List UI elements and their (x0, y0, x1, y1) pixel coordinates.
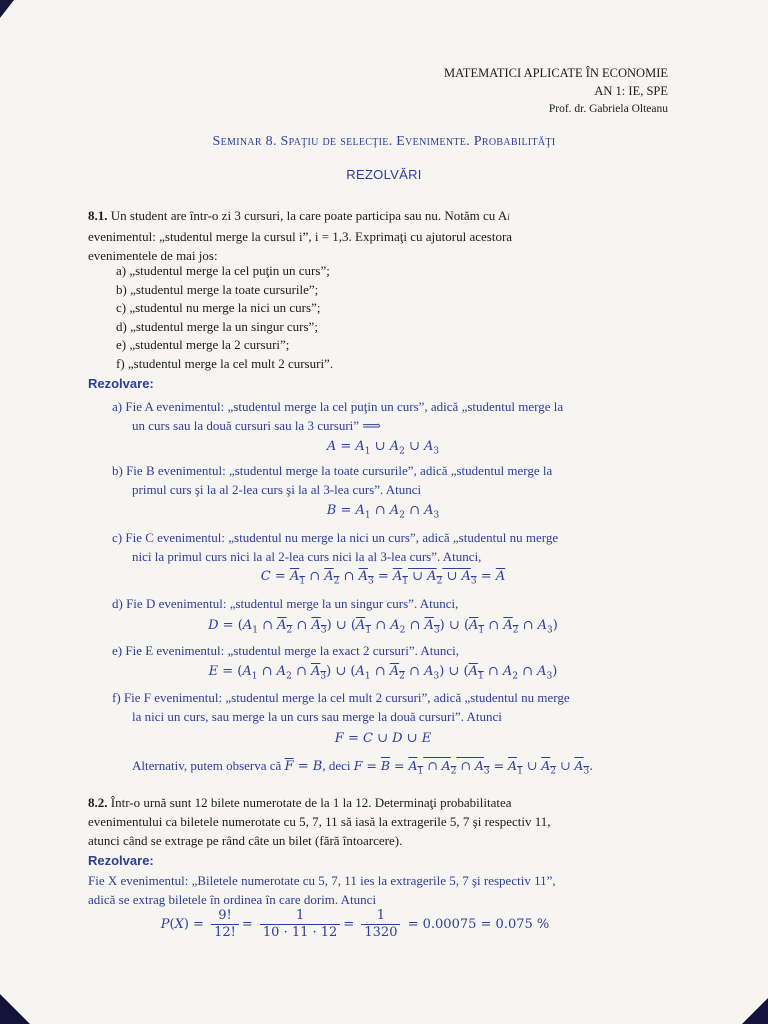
solution-line: un curs sau la două cursuri sau la 3 cursuri” ⟹ (132, 418, 381, 433)
solution-e (112, 641, 672, 660)
alternative-remark: Alternativ, putem observa că $\overline{F} = B$, deci $F = \overline{B} = A_1$ ∩ $A_2$ ∩ $A_3 = A_1$ ∪ $A_2$ ∪ $A_3$. (132, 758, 594, 777)
solution-c (112, 528, 672, 566)
solution-line: a) Fie A evenimentul: „studentul merge la cel puţin un curs”, adică „studentul merge la (112, 399, 564, 414)
solution-a (112, 397, 672, 435)
remark-text: Alternativ, putem observa că (132, 758, 282, 773)
statement-line: Într-o urnă sunt 12 bilete numerotate de la 1 la 12. Determinaţi probabilitatea (110, 795, 512, 810)
exercise-8-1-statement: 8.1. Un student are într-o zi 3 cursuri, la care poate participa sau nu. Notăm cu Ai evenimentul: „studentul merge la cursul i”, i = 1,3. Exprimaţi cu ajutorul acestora evenimentele de mai jos: (88, 206, 678, 265)
solution-8-2 (88, 871, 688, 909)
statement-line: evenimentului ca biletele numerotate cu 5, 7, 11 să iasă la extragerile 5, 7 şi respectiv 11, (88, 814, 551, 829)
equation-a: $A = A_1$ ∪ $A_2$ ∪ $A_3$ (326, 439, 440, 457)
probability-result: = 0.00075 = 0.075 % (407, 917, 550, 932)
list-item: b) „studentul merge la toate cursurile”; (116, 281, 319, 297)
equation-f: F = C ∪ D ∪ E (334, 731, 432, 746)
solution-line: Fie X evenimentul: „Biletele numerotate cu 5, 7, 11 ies la extragerile 5, 7 şi respectiv 11”, (88, 873, 556, 888)
solution-label: Rezolvare: (88, 853, 154, 868)
equation-probability: P(X) = $\frac{9!}{12!}$ = $\frac{1}{10 \cdot 11 \cdot 12}$ = $\frac{1}{1320}$ = 0.00075 = 0.075 % (160, 908, 550, 940)
study-year: AN 1: IE, SPE (594, 84, 668, 98)
equation-e: $E = (A_1$ ∩ $A_2$ ∩ $A_3$) ∪ ($A_1$ ∩ $A_2$ ∩ $A_3$) ∪ ($A_1$ ∩ $A_2$ ∩ $A_3$) (208, 664, 558, 682)
list-item: a) „studentul merge la cel puţin un curs”; (116, 263, 330, 278)
statement-line: evenimentul: „studentul merge la cursul i”, i = 1,3. Exprimaţi cu ajutorul acestora (88, 229, 513, 244)
solution-line: b) Fie B evenimentul: „studentul merge la toate cursurile”, adică „studentul merge la (112, 463, 553, 478)
equation-c: $C = A_1$ ∩ $A_2$ ∩ $A_3 = A_1$ ∪ $A_2$ ∪ $A_3 = \overline{A}$ (260, 569, 506, 587)
solution-line: la nici un curs, sau merge la un curs sau merge la două cursuri”. Atunci (132, 709, 502, 724)
solution-line: d) Fie D evenimentul: „studentul merge la un singur curs”. Atunci, (112, 596, 459, 611)
solution-f (112, 688, 672, 726)
remark-text: , deci (322, 758, 351, 773)
scan-corner-top-left (0, 0, 14, 18)
scan-corner-bottom-right (742, 998, 768, 1024)
list-item: f) „studentul merge la cel mult 2 cursuri”. (116, 355, 334, 371)
professor-name: Prof. dr. Gabriela Olteanu (548, 103, 668, 115)
statement-line: Un student are într-o zi 3 cursuri, la care poate participa sau nu. Notăm cu A (110, 208, 508, 223)
solution-line: adică se extrag biletele în ordinea în care dorim. Atunci (88, 892, 377, 907)
solution-line: f) Fie F evenimentul: „studentul merge la cel mult 2 cursuri”, adică „studentul nu merge (112, 690, 570, 705)
list-item: d) „studentul merge la un singur curs”; (116, 318, 318, 334)
solution-label: Rezolvare: (88, 376, 154, 391)
list-item: e) „studentul merge la 2 cursuri”; (116, 337, 290, 352)
equation-b: $B = A_1$ ∩ $A_2$ ∩ $A_3$ (326, 503, 440, 521)
exercise-8-2-statement (88, 793, 678, 850)
exercise-number: 8.2. (88, 795, 108, 810)
solution-b (112, 461, 672, 499)
statement-line: evenimentele de mai jos: (88, 248, 218, 263)
seminar-title: Seminar 8. Spaţiu de selecţie. Evenimente. Probabilităţi (212, 134, 556, 149)
equation-d: $D = (A_1$ ∩ $A_2$ ∩ $A_3$) ∪ ($A_1$ ∩ $A_2$ ∩ $A_3$) ∪ ($A_1$ ∩ $A_2$ ∩ $A_3$) (208, 618, 558, 636)
document-header (444, 64, 668, 118)
course-name: MATEMATICI APLICATE ÎN ECONOMIE (444, 66, 668, 80)
solution-line: c) Fie C evenimentul: „studentul nu merge la nici un curs”, adică „studentul nu merge (112, 530, 559, 545)
statement-line: atunci când se extrage pe rând câte un bilet (fără întoarcere). (88, 833, 403, 848)
solution-line: e) Fie E evenimentul: „studentul merge la exact 2 cursuri”. Atunci, (112, 643, 460, 658)
solution-line: primul curs şi la al 2-lea curs şi la al 3-lea curs”. Atunci (132, 482, 422, 497)
exercise-number: 8.1. (88, 208, 108, 223)
solutions-subtitle: REZOLVĂRI (346, 167, 422, 182)
scan-corner-bottom-left (0, 994, 30, 1024)
exercise-8-1-items (116, 262, 676, 373)
list-item: c) „studentul nu merge la nici un curs”; (116, 300, 321, 315)
solution-line: nici la primul curs nici la al 2-lea curs nici la al 3-lea curs”. Atunci, (132, 549, 482, 564)
solution-d (112, 594, 672, 613)
